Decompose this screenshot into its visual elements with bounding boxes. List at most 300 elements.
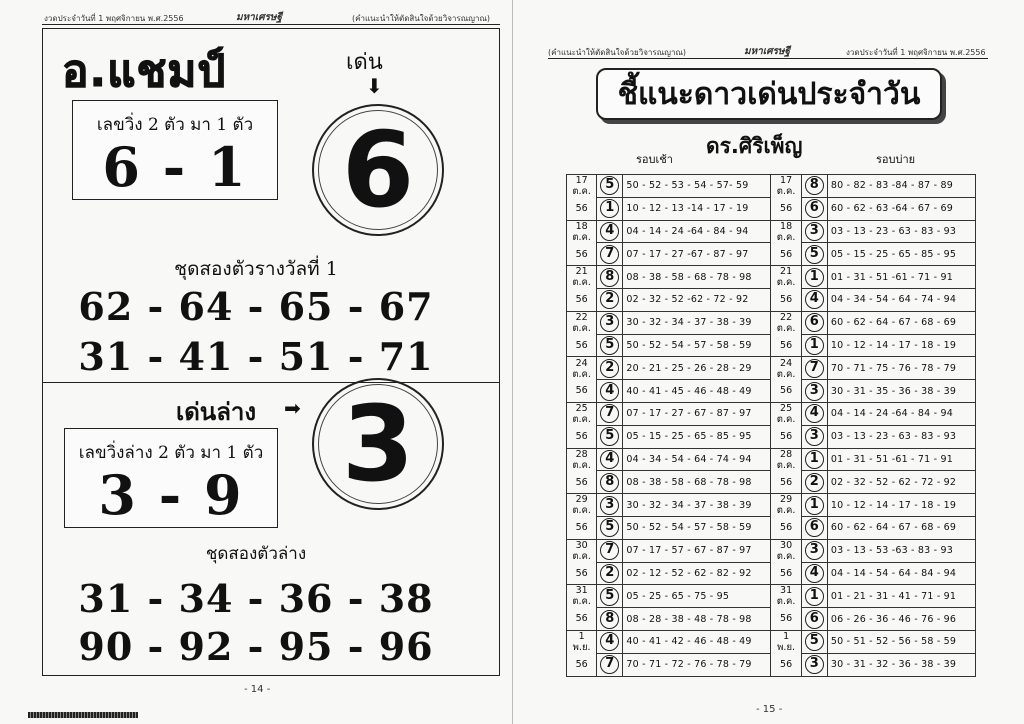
table-row [567,266,976,289]
table-row [567,380,976,403]
circled-digit: 1 [600,199,619,218]
circled-digit-cell [801,516,827,539]
number-set-cell: 04 - 14 - 24 -64 - 84 - 94 [827,402,975,425]
circled-digit-cell [801,197,827,220]
date-cell [771,220,801,243]
left-header-note: (คำแนะนำให้ตัดสินใจด้วยวิจารณญาณ) [352,14,490,23]
date-cell [567,402,597,425]
circled-digit-cell [801,220,827,243]
date-cell [771,608,801,631]
circled-digit-cell [597,334,623,357]
date-year: 56 [780,202,793,214]
date-day: 31 [575,585,588,597]
date-cell [771,243,801,266]
circled-digit: 2 [805,473,824,492]
table-row [567,539,976,562]
date-month: ต.ค. [572,322,591,334]
circled-digit: 2 [600,359,619,378]
circled-digit: 6 [805,199,824,218]
date-day: 28 [575,448,588,460]
date-month: ต.ค. [776,231,796,243]
date-day: 25 [780,403,793,415]
date-day: 21 [575,266,588,278]
date-day: 24 [780,357,793,369]
date-cell [771,380,801,403]
date-cell [771,266,801,289]
date-day: 25 [575,403,588,415]
top-label: เด่น [346,50,383,75]
date-year: 56 [780,385,793,397]
left-header-magazine: มหาเศรษฐี [236,12,283,23]
number-set-cell: 30 - 31 - 35 - 36 - 38 - 39 [827,380,975,403]
table-row [567,402,976,425]
circled-digit-cell [801,653,827,676]
circled-digit: 4 [805,404,824,423]
table-row [567,630,976,653]
circled-digit: 5 [600,427,619,446]
date-cell [771,448,801,471]
number-set-cell: 30 - 32 - 34 - 37 - 38 - 39 [623,494,771,517]
left-header-date: งวดประจำวันที่ 1 พฤศจิกายน พ.ศ.2556 [44,14,184,23]
date-month: พ.ย. [777,642,796,654]
low-digit-circle: 3 [312,378,444,510]
left-section-divider [42,382,500,383]
circled-digit: 2 [600,290,619,309]
number-set-cell: 07 - 17 - 27 - 67 - 87 - 97 [623,402,771,425]
circled-digit: 3 [805,222,824,241]
date-month: ต.ค. [776,550,796,562]
number-set-cell: 04 - 14 - 54 - 64 - 84 - 94 [827,562,975,585]
circled-digit: 4 [600,632,619,651]
number-set-cell: 50 - 52 - 53 - 54 - 57- 59 [623,175,771,198]
date-cell [567,243,597,266]
date-year: 56 [780,339,793,351]
circled-digit-cell [801,402,827,425]
circled-digit-cell [801,266,827,289]
number-set-cell: 10 - 12 - 14 - 17 - 18 - 19 [827,334,975,357]
number-set-cell: 50 - 51 - 52 - 56 - 58 - 59 [827,630,975,653]
binding-stripe [28,712,138,718]
table-row [567,516,976,539]
date-cell [771,516,801,539]
date-month: ต.ค. [776,322,796,334]
date-year: 56 [780,522,793,534]
date-cell [771,288,801,311]
date-year: 56 [575,248,588,260]
table-row [567,311,976,334]
circled-digit-cell [597,266,623,289]
number-set-cell: 50 - 52 - 54 - 57 - 58 - 59 [623,516,771,539]
circled-digit-cell [801,425,827,448]
number-set-cell: 02 - 12 - 52 - 62 - 82 - 92 [623,562,771,585]
date-month: ต.ค. [776,277,796,289]
circled-digit: 6 [805,610,824,629]
date-cell [771,539,801,562]
date-month: ต.ค. [572,550,591,562]
date-year: 56 [575,385,588,397]
date-cell [771,653,801,676]
circled-digit: 7 [600,655,619,674]
table-row [567,608,976,631]
number-set-cell: 07 - 17 - 57 - 67 - 87 - 97 [623,539,771,562]
date-year: 56 [575,613,588,625]
number-set-cell: 01 - 31 - 51 -61 - 71 - 91 [827,266,975,289]
date-day: 1 [578,631,585,643]
number-set-cell: 40 - 41 - 42 - 46 - 48 - 49 [623,630,771,653]
morning-label: รอบเช้า [636,153,673,166]
number-set-cell: 60 - 62 - 64 - 67 - 68 - 69 [827,516,975,539]
low-sets-label: ชุดสองตัวล่าง [205,544,307,564]
circled-digit-cell [801,288,827,311]
date-cell [567,653,597,676]
date-day: 29 [575,494,588,506]
date-day: 17 [780,175,793,187]
date-year: 56 [780,567,793,579]
table-row [567,334,976,357]
arrow-right-icon: ➡ [284,396,301,420]
circled-digit: 1 [805,336,824,355]
top-sets-label: ชุดสองตัวรางวัลที่ 1 [174,258,338,280]
number-set-cell: 30 - 31 - 32 - 36 - 38 - 39 [827,653,975,676]
date-year: 56 [780,658,793,670]
circled-digit: 1 [805,268,824,287]
right-header-rule [548,58,988,59]
circled-digit: 2 [600,564,619,583]
date-cell [771,402,801,425]
circled-digit: 5 [805,245,824,264]
right-header-date: งวดประจำวันที่ 1 พฤศจิกายน พ.ศ.2556 [846,48,986,57]
circled-digit: 8 [805,176,824,195]
date-month: ต.ค. [572,505,591,517]
circled-digit-cell [801,380,827,403]
date-month: ต.ค. [776,186,796,198]
number-set-cell: 03 - 13 - 23 - 63 - 83 - 93 [827,220,975,243]
number-set-cell: 03 - 13 - 23 - 63 - 83 - 93 [827,425,975,448]
circled-digit-cell [597,585,623,608]
circled-digit: 1 [805,587,824,606]
table-row [567,175,976,198]
date-cell [567,471,597,494]
circled-digit: 3 [805,541,824,560]
circled-digit-cell [597,608,623,631]
circled-digit: 5 [600,176,619,195]
date-cell [771,425,801,448]
arrow-down-icon: ⬇ [366,74,383,98]
circled-digit: 8 [600,268,619,287]
number-set-cell: 60 - 62 - 63 -64 - 67 - 69 [827,197,975,220]
circled-digit: 4 [600,450,619,469]
date-cell [567,334,597,357]
date-year: 56 [575,202,588,214]
date-cell [567,494,597,517]
circled-digit: 3 [600,496,619,515]
circled-digit-cell [597,243,623,266]
date-day: 1 [783,631,790,643]
date-cell [567,220,597,243]
number-set-cell: 20 - 21 - 25 - 26 - 28 - 29 [623,357,771,380]
circled-digit: 6 [805,313,824,332]
number-set-cell: 07 - 17 - 27 -67 - 87 - 97 [623,243,771,266]
date-cell [771,585,801,608]
top-running-box [72,100,278,200]
table-row [567,288,976,311]
circled-digit-cell [597,653,623,676]
table-row [567,494,976,517]
number-set-cell: 08 - 38 - 58 - 68 - 78 - 98 [623,471,771,494]
right-page-title: ชี้แนะดาวเด่นประจำวัน [596,68,942,120]
circled-digit-cell [801,175,827,198]
date-day: 22 [780,311,793,323]
date-cell [771,562,801,585]
circled-digit: 7 [600,541,619,560]
circled-digit: 3 [805,427,824,446]
table-row [567,243,976,266]
number-set-cell: 04 - 34 - 54 - 64 - 74 - 94 [623,448,771,471]
date-cell [567,539,597,562]
date-day: 24 [575,357,588,369]
table-row [567,425,976,448]
circled-digit: 5 [805,632,824,651]
circled-digit: 5 [600,336,619,355]
date-year: 56 [575,567,588,579]
low-sets-row2: 90 - 92 - 95 - 96 [78,624,434,669]
number-set-cell: 02 - 32 - 52 - 62 - 72 - 92 [827,471,975,494]
table-row [567,448,976,471]
left-header-rule [42,24,500,25]
date-month: ต.ค. [572,231,591,243]
date-year: 56 [575,430,588,442]
date-cell [771,197,801,220]
circled-digit: 8 [600,610,619,629]
circled-digit-cell [801,448,827,471]
top-running-title: เลขวิ่ง 2 ตัว มา 1 ตัว [96,115,254,135]
date-cell [567,516,597,539]
number-set-cell: 50 - 52 - 54 - 57 - 58 - 59 [623,334,771,357]
low-running-box [64,428,278,528]
number-set-cell: 08 - 28 - 38 - 48 - 78 - 98 [623,608,771,631]
date-day: 30 [575,539,588,551]
circled-digit: 5 [600,587,619,606]
circled-digit: 3 [805,382,824,401]
circled-digit-cell [597,380,623,403]
circled-digit-cell [597,539,623,562]
number-set-cell: 04 - 34 - 54 - 64 - 74 - 94 [827,288,975,311]
number-set-cell: 80 - 82 - 83 -84 - 87 - 89 [827,175,975,198]
circled-digit-cell [597,357,623,380]
table-row [567,197,976,220]
number-set-cell: 10 - 12 - 13 -14 - 17 - 19 [623,197,771,220]
date-cell [567,197,597,220]
date-month: ต.ค. [776,505,796,517]
date-year: 56 [780,430,793,442]
circled-digit-cell [801,608,827,631]
date-cell [567,608,597,631]
circled-digit-cell [597,494,623,517]
circled-digit-cell [597,448,623,471]
date-year: 56 [780,248,793,260]
date-day: 31 [780,585,793,597]
date-day: 22 [575,311,588,323]
circled-digit: 1 [805,496,824,515]
date-year: 56 [575,658,588,670]
date-day: 30 [780,539,793,551]
table-row [567,585,976,608]
circled-digit-cell [801,494,827,517]
number-set-cell: 40 - 41 - 45 - 46 - 48 - 49 [623,380,771,403]
date-year: 56 [780,294,793,306]
date-year: 56 [575,476,588,488]
brand-title: อ.แชมป์ [62,46,227,97]
number-set-cell: 08 - 38 - 58 - 68 - 78 - 98 [623,266,771,289]
number-set-cell: 10 - 12 - 14 - 17 - 18 - 19 [827,494,975,517]
date-month: ต.ค. [572,414,591,426]
date-year: 56 [575,294,588,306]
number-set-cell: 70 - 71 - 72 - 76 - 78 - 79 [623,653,771,676]
number-set-cell: 30 - 32 - 34 - 37 - 38 - 39 [623,311,771,334]
date-cell [567,311,597,334]
date-cell [771,630,801,653]
date-month: พ.ย. [572,642,591,654]
date-day: 18 [780,220,793,232]
number-set-cell: 01 - 31 - 51 -61 - 71 - 91 [827,448,975,471]
date-cell [771,175,801,198]
date-cell [567,562,597,585]
circled-digit-cell [597,562,623,585]
circled-digit: 7 [600,245,619,264]
date-month: ต.ค. [776,459,796,471]
table-row [567,357,976,380]
number-set-cell: 01 - 21 - 31 - 41 - 71 - 91 [827,585,975,608]
circled-digit-cell [597,288,623,311]
date-day: 28 [780,448,793,460]
right-header-magazine: มหาเศรษฐี [744,46,791,57]
top-running-value: 6 - 1 [102,135,248,199]
right-header-note: (คำแนะนำให้ตัดสินใจด้วยวิจารณญาณ) [548,48,686,57]
circled-digit: 4 [805,290,824,309]
top-sets-row1: 62 - 64 - 65 - 67 [78,284,434,329]
circled-digit: 3 [805,655,824,674]
left-page-number: - 14 - [244,684,271,695]
afternoon-label: รอบบ่าย [876,153,916,166]
date-day: 21 [780,266,793,278]
circled-digit-cell [801,585,827,608]
date-cell [567,380,597,403]
circled-digit: 4 [805,564,824,583]
date-month: ต.ค. [776,368,796,380]
circled-digit: 8 [600,473,619,492]
date-cell [567,357,597,380]
low-running-title: เลขวิ่งล่าง 2 ตัว มา 1 ตัว [78,443,264,463]
circled-digit-cell [597,197,623,220]
circled-digit-cell [597,402,623,425]
date-cell [771,494,801,517]
date-cell [771,334,801,357]
number-set-cell: 60 - 62 - 64 - 67 - 68 - 69 [827,311,975,334]
table-row [567,220,976,243]
date-year: 56 [780,476,793,488]
circled-digit-cell [801,471,827,494]
date-day: 17 [575,175,588,187]
circled-digit: 4 [600,382,619,401]
number-set-cell: 03 - 13 - 53 -63 - 83 - 93 [827,539,975,562]
right-page-number: - 15 - [756,704,783,715]
circled-digit: 5 [600,518,619,537]
date-cell [771,357,801,380]
date-year: 56 [575,522,588,534]
number-set-cell: 05 - 25 - 65 - 75 - 95 [623,585,771,608]
date-month: ต.ค. [572,368,591,380]
low-sets-row1: 31 - 34 - 36 - 38 [78,576,434,621]
circled-digit: 4 [600,222,619,241]
circled-digit-cell [597,311,623,334]
date-year: 56 [780,613,793,625]
date-day: 18 [575,220,588,232]
date-cell [567,288,597,311]
date-month: ต.ค. [572,596,591,608]
table-row [567,471,976,494]
table-row [567,562,976,585]
circled-digit-cell [801,630,827,653]
circled-digit: 7 [600,404,619,423]
number-set-cell: 06 - 26 - 36 - 46 - 76 - 96 [827,608,975,631]
circled-digit-cell [597,175,623,198]
author-name: ดร.ศิริเพ็ญ [706,134,803,158]
date-month: ต.ค. [776,414,796,426]
number-set-cell: 02 - 32 - 52 -62 - 72 - 92 [623,288,771,311]
date-month: ต.ค. [776,596,796,608]
date-year: 56 [575,339,588,351]
date-cell [567,425,597,448]
date-day: 29 [780,494,793,506]
circled-digit-cell [801,357,827,380]
date-cell [567,175,597,198]
number-set-cell: 05 - 15 - 25 - 65 - 85 - 95 [623,425,771,448]
date-cell [567,266,597,289]
low-label: เด่นล่าง [176,397,257,426]
circled-digit-cell [801,539,827,562]
circled-digit-cell [597,220,623,243]
circled-digit-cell [597,630,623,653]
circled-digit: 6 [805,518,824,537]
date-cell [771,311,801,334]
circled-digit-cell [597,516,623,539]
circled-digit: 7 [805,359,824,378]
date-cell [567,630,597,653]
circled-digit-cell [801,243,827,266]
top-digit-circle: 6 [312,104,444,236]
date-cell [567,448,597,471]
daily-results-table [566,174,976,677]
date-cell [771,471,801,494]
top-sets-row2: 31 - 41 - 51 - 71 [78,334,434,379]
table-row [567,653,976,676]
number-set-cell: 04 - 14 - 24 -64 - 84 - 94 [623,220,771,243]
circled-digit-cell [801,562,827,585]
circled-digit: 1 [805,450,824,469]
circled-digit: 3 [600,313,619,332]
number-set-cell: 70 - 71 - 75 - 76 - 78 - 79 [827,357,975,380]
date-month: ต.ค. [572,186,591,198]
date-month: ต.ค. [572,277,591,289]
date-cell [567,585,597,608]
circled-digit-cell [597,471,623,494]
number-set-cell: 05 - 15 - 25 - 65 - 85 - 95 [827,243,975,266]
circled-digit-cell [597,425,623,448]
circled-digit-cell [801,334,827,357]
circled-digit-cell [801,311,827,334]
low-running-value: 3 - 9 [98,463,244,527]
date-month: ต.ค. [572,459,591,471]
